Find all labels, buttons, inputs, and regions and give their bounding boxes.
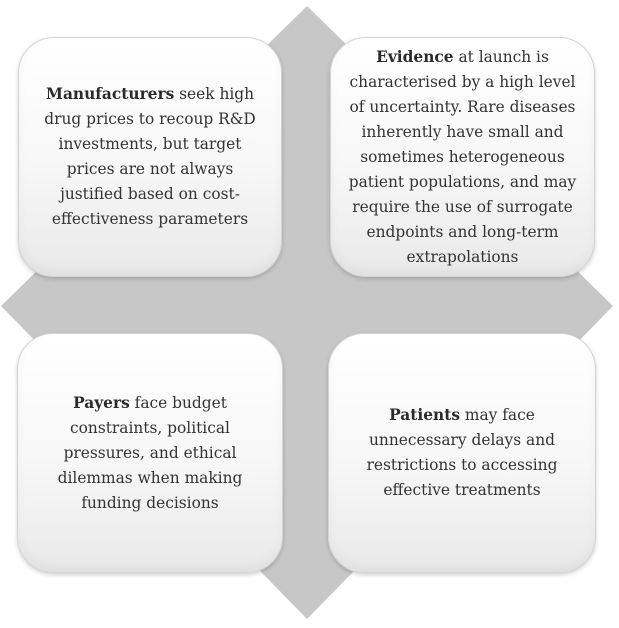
- payers-heading: Payers: [73, 393, 130, 412]
- manufacturers-heading: Manufacturers: [45, 85, 175, 103]
- patients-heading: Patients: [389, 406, 460, 424]
- evidence-body: at launch is characterised by a high level of uncertainty. Rare diseases inherently have small and sometimes heterogeneous patient populations, and may require the use of surrogate endpoints and long-term extrapolations: [348, 47, 577, 266]
- payers-text: [40, 391, 260, 516]
- manufacturers-body: seek high drug prices to recoup R&D investments, but target prices are not always justified based on cost-effectiveness parameters: [44, 85, 256, 228]
- evidence-text: [343, 45, 582, 270]
- patients-text: [359, 403, 565, 503]
- manufacturers-text: [33, 82, 267, 232]
- patients-body: may face unnecessary delays and restrictions to accessing effective treatments: [366, 406, 558, 499]
- evidence-heading: Evidence: [376, 47, 454, 66]
- payers-body: face budget constraints, political pressures, and ethical dilemmas when making funding decisions: [57, 393, 243, 512]
- manufacturers-box: [18, 37, 282, 277]
- patients-box: [328, 333, 596, 573]
- payers-box: [17, 333, 283, 573]
- evidence-box: [330, 37, 595, 277]
